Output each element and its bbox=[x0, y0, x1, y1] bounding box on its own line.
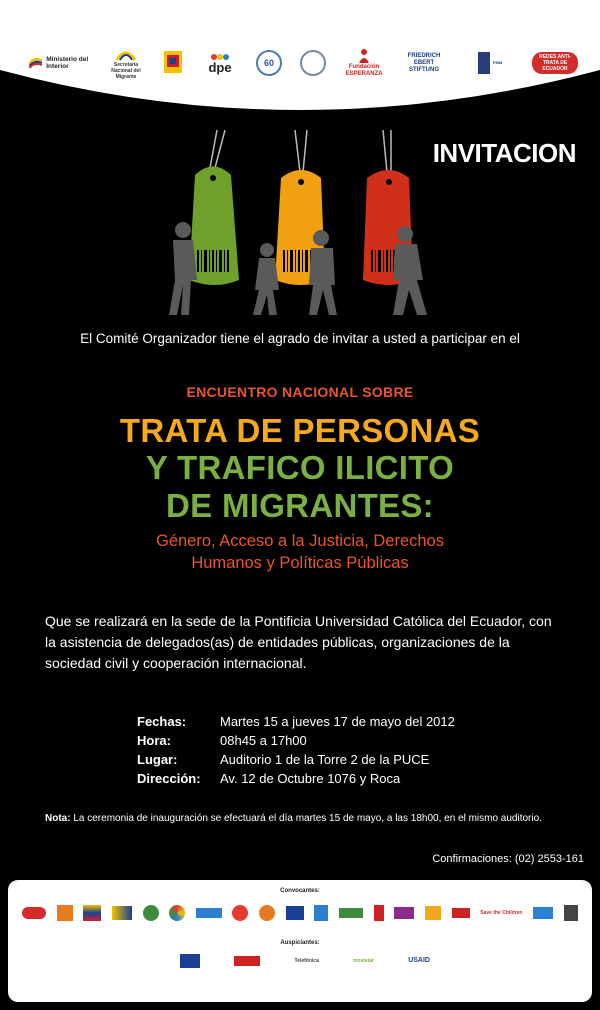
auspiciante-telefonica: Telefónica bbox=[294, 958, 319, 964]
auspiciante-usaid: USAID bbox=[408, 957, 430, 964]
convocante-logo bbox=[196, 902, 222, 924]
confirmations-phone: Confirmaciones: (02) 2553-161 bbox=[432, 853, 584, 865]
detail-label: Fechas: bbox=[137, 714, 187, 729]
detail-value: Martes 15 a jueves 17 de mayo del 2012 bbox=[220, 714, 455, 729]
logo-secretaria-label: Secretaría Nacional del Migrante bbox=[111, 62, 141, 80]
logo-dpe-label: dpe bbox=[208, 60, 232, 75]
logo-friedrich-ebert bbox=[400, 44, 448, 82]
logo-redes-label: REDES ANTI-TRATA DE ECUADOR bbox=[539, 54, 571, 72]
event-details bbox=[137, 712, 455, 788]
convocante-logo bbox=[286, 902, 304, 924]
logo-redes-anti-trata bbox=[532, 52, 578, 74]
detail-label: Lugar: bbox=[137, 752, 178, 767]
logo-fundacion-label: Fundación ESPERANZA bbox=[345, 64, 383, 77]
convocante-save-the-children: Save the Children bbox=[480, 910, 523, 916]
convocante-logo bbox=[314, 902, 328, 924]
logo-ministerio-label: Ministerio del Interior bbox=[46, 56, 89, 70]
invitation-heading: INVITACION bbox=[432, 138, 576, 168]
intro-text: El Comité Organizador tiene el agrado de invitar a usted a participar en el bbox=[80, 331, 520, 346]
detail-row-time bbox=[137, 731, 455, 750]
event-title-line-2: Y TRAFICO ILICITO bbox=[145, 449, 455, 486]
convocante-logo bbox=[259, 902, 275, 924]
logo-fes-label: FRIEDRICH EBERT STIFTUNG bbox=[407, 52, 441, 73]
note bbox=[45, 813, 542, 824]
header-logo-row bbox=[28, 38, 578, 88]
tag-string bbox=[383, 130, 387, 172]
logo-pmm bbox=[462, 44, 518, 82]
header-banner bbox=[0, 0, 600, 140]
walking-child-silhouette-icon bbox=[253, 243, 279, 315]
convocante-logo bbox=[143, 902, 159, 924]
event-title-line-3: DE MIGRANTES: bbox=[166, 487, 434, 524]
auspiciantes-logo-row bbox=[180, 950, 430, 972]
detail-value: Auditorio 1 de la Torre 2 de la PUCE bbox=[220, 752, 430, 767]
detail-row-dates bbox=[137, 712, 455, 731]
tag-string bbox=[295, 130, 300, 172]
flag-swirl-icon bbox=[28, 52, 43, 74]
convocante-logo bbox=[112, 902, 132, 924]
tag-string bbox=[303, 130, 307, 172]
convocante-logo bbox=[22, 902, 46, 924]
pmm-block-icon bbox=[478, 52, 490, 74]
migrant-arc-icon bbox=[115, 46, 137, 62]
event-title-line-1: TRATA DE PERSONAS bbox=[119, 412, 481, 449]
coat-of-arms-icon bbox=[162, 49, 184, 77]
logo-fundacion-esperanza bbox=[342, 44, 386, 82]
sixty-badge-icon: 60 bbox=[256, 50, 282, 76]
convocante-logo bbox=[394, 902, 414, 924]
note-label: Nota: bbox=[45, 813, 71, 824]
green-price-tag-icon bbox=[189, 167, 239, 286]
detail-row-place bbox=[137, 750, 455, 769]
auspiciante-logo bbox=[180, 950, 200, 972]
convocante-logo bbox=[374, 902, 384, 924]
convocante-logo bbox=[533, 902, 553, 924]
detail-row-address bbox=[137, 769, 455, 788]
sponsors-footer bbox=[8, 880, 592, 1002]
convocante-logo bbox=[232, 902, 248, 924]
logo-coat-of-arms bbox=[160, 44, 186, 82]
logo-dpe bbox=[200, 44, 240, 82]
esperanza-figure-icon bbox=[356, 48, 372, 64]
event-kicker: ENCUENTRO NACIONAL SOBRE bbox=[186, 384, 414, 400]
auspiciante-movistar: movistar bbox=[353, 958, 374, 964]
auspiciante-logo bbox=[234, 950, 260, 972]
detail-label: Hora: bbox=[137, 733, 171, 748]
detail-value: Av. 12 de Octubre 1076 y Roca bbox=[220, 771, 401, 786]
convocante-logo bbox=[452, 902, 470, 924]
convocante-logo bbox=[425, 902, 441, 924]
logo-secretaria-migrante bbox=[106, 44, 146, 82]
convocante-logo bbox=[57, 902, 73, 924]
convocante-logo bbox=[169, 902, 185, 924]
logo-seal bbox=[298, 44, 328, 82]
auspiciantes-label: Auspiciantes: bbox=[280, 940, 320, 946]
note-text: La ceremonia de inauguración se efectuará el día martes 15 de mayo, a las 18h00, en el mismo auditorio. bbox=[70, 813, 542, 824]
logo-ministerio-interior bbox=[28, 44, 92, 82]
convocantes-label: Convocantes: bbox=[280, 888, 320, 894]
detail-label: Dirección: bbox=[137, 771, 201, 786]
logo-60-years bbox=[254, 44, 284, 82]
convocante-logo bbox=[339, 902, 363, 924]
event-subtitle-line-1: Género, Acceso a la Justicia, Derechos bbox=[156, 532, 444, 550]
logo-pmm-label: PMM bbox=[492, 60, 503, 65]
convocante-logo bbox=[83, 902, 101, 924]
detail-value: 08h45 a 17h00 bbox=[220, 733, 307, 748]
venue-paragraph: Que se realizará en la sede de la Pontificia Universidad Católica del Ecuador, con la asistencia de delegados(as) de entidades públicas, organizaciones de la sociedad civil y cooperación internacional. bbox=[45, 613, 552, 671]
seal-icon bbox=[300, 50, 326, 76]
tags-silhouettes-illustration bbox=[155, 130, 455, 315]
event-subtitle-line-2: Humanos y Políticas Públicas bbox=[191, 554, 409, 572]
convocantes-logo-row bbox=[22, 902, 578, 924]
convocante-logo bbox=[564, 902, 578, 924]
